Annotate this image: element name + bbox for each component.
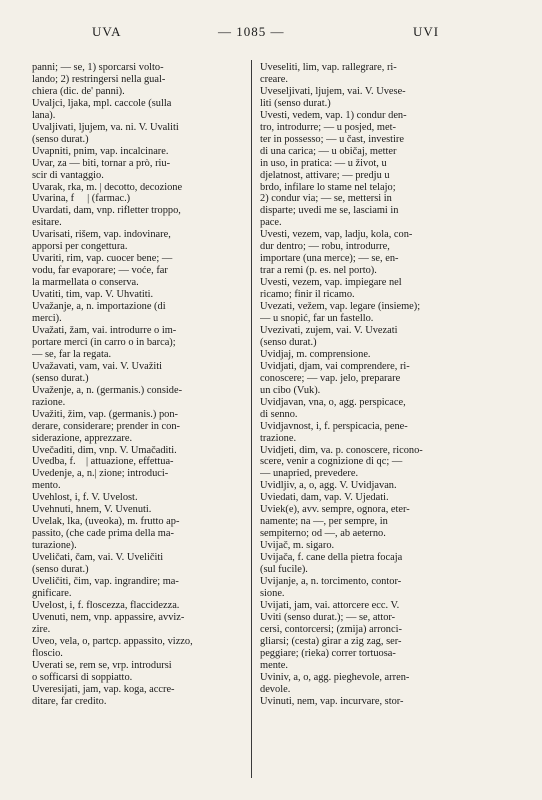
entry-line: o sofficarsi di soppiatto.: [32, 671, 133, 683]
entry-line: pace.: [260, 217, 282, 229]
entry-line: Uvehnuti, hnem, V. Uvenuti.: [32, 504, 152, 516]
entry-line: Uvažanje, a, n. importazione (di: [32, 301, 166, 313]
entry-line: Uvapniti, pnim, vap. incalcinare.: [32, 145, 169, 157]
entry-line: Uvedba, f. | attuazione, effettua-: [32, 456, 174, 468]
entry-line: scere, venir a cognizione di qc; —: [260, 456, 403, 468]
entry-line: Uvidjavan, vna, o, agg. perspicace,: [260, 396, 406, 408]
entry-line: liti (senso durat.): [260, 97, 331, 109]
entry-line: ter in possesso; — u čast, investire: [260, 133, 405, 145]
entry-line: Uvelak, lka, (uveoka), m. frutto ap-: [32, 516, 180, 528]
entry-line: Uveseliti, lim, vap. rallegrare, ri-: [260, 62, 397, 73]
entry-line: lana).: [32, 109, 56, 121]
entry-line: Uvidjavnost, i, f. perspicacia, pene-: [260, 420, 408, 432]
entry-line: zire.: [32, 623, 51, 635]
entry-line: Uvaljivati, ljujem, va. ni. V. Uvaliti: [32, 121, 179, 133]
entry-line: Uvesti, vedem, vap. 1) condur den-: [260, 109, 407, 121]
entry-line: Uviedati, dam, vap. V. Ujedati.: [260, 492, 389, 504]
entry-line: Uvatiti, tim, vap. V. Uhvatiti.: [32, 289, 154, 301]
entry-line: Uvarina, f | (farmac.): [32, 193, 131, 205]
entry-line: portare merci (in carro o in barca);: [32, 336, 176, 348]
entry-line: merci).: [32, 313, 62, 325]
entry-line: namente; na —, per sempre, in: [260, 516, 388, 528]
entry-line: Uvinuti, nem, vap. incurvare, stor-: [260, 695, 404, 707]
entry-line: Uvijač, m. sigaro.: [260, 540, 335, 552]
entry-line: Uveseljivati, ljujem, vai. V. Uvese-: [260, 85, 406, 97]
left-column: [32, 62, 260, 707]
entry-line: lando; 2) restringersi nella gual-: [32, 73, 166, 85]
entry-line: trar a remi (p. es. nel porto).: [260, 265, 377, 277]
entry-line: Uvažati, žam, vai. introdurre o im-: [32, 324, 177, 336]
entry-line: Uvidjeti, dim, va. p. conoscere, ricono-: [260, 444, 423, 456]
entry-line: sione.: [260, 587, 285, 599]
entry-line: Uvariti, rim, vap. cuocer bene; —: [32, 253, 173, 265]
entry-line: 2) condur via; — se, mettersi in: [260, 193, 392, 205]
entry-line: Uveresijati, jam, vap. koga, accre-: [32, 683, 175, 695]
entry-line: turazione).: [32, 540, 77, 552]
entry-line: creare.: [260, 73, 288, 85]
entry-line: panni; — se, 1) sporcarsi volto-: [32, 62, 164, 73]
entry-line: Uvijati, jam, vai. attorcere ecc. V.: [260, 599, 400, 611]
entry-line: Uvijanje, a, n. torcimento, contor-: [260, 575, 402, 587]
entry-line: Uvezivati, zujem, vai. V. Uvezati: [260, 324, 398, 336]
entry-line: mente.: [260, 659, 288, 671]
entry-line: razione.: [32, 396, 66, 408]
entry-line: (senso durat.): [260, 336, 317, 348]
entry-line: vodu, far evaporare; — voće, far: [32, 265, 168, 277]
entry-line: djelatnost, attivare; — predju u: [260, 169, 390, 181]
entry-line: Uveo, vela, o, partcp. appassito, vizzo,: [32, 635, 193, 647]
entry-line: in uso, in pratica: — u život, u: [260, 157, 387, 169]
entry-line: Uvarisati, rišem, vap. indovinare,: [32, 229, 171, 241]
entry-line: la marmellata o conserva.: [32, 277, 139, 289]
entry-line: (senso durat.): [32, 372, 89, 384]
entry-line: Uvečaditi, dim, vnp. V. Umačaditi.: [32, 444, 177, 456]
entry-line: ricamo; finir il ricamo.: [260, 289, 355, 301]
entry-line: gliarsi; (cesta) girar a zig zag, ser-: [260, 635, 402, 647]
entry-line: disparte; uvedi me se, lasciami in: [260, 205, 399, 217]
entry-line: ditare, far credito.: [32, 695, 107, 707]
entry-line: importare (una merce); — se, en-: [260, 253, 399, 265]
entry-line: Uvezati, vežem, vap. legare (insieme);: [260, 301, 421, 313]
page-header: [0, 24, 542, 48]
entry-line: tro, introdurre; — u posjed, met-: [260, 121, 396, 133]
entry-line: di senno.: [260, 408, 298, 420]
entry-line: (senso durat.): [32, 133, 89, 145]
entry-line: chiera (dic. de' panni).: [32, 85, 125, 97]
page-number: — 1085 —: [218, 24, 285, 39]
entry-line: Uvažiti, žim, vap. (germanis.) pon-: [32, 408, 179, 420]
entry-line: devole.: [260, 683, 291, 695]
entry-line: (senso durat.): [32, 564, 89, 576]
entry-line: Uvidljiv, a, o, agg. V. Uvidjavan.: [260, 480, 397, 492]
entry-line: Uveličiti, čim, vap. ingrandire; ma-: [32, 575, 179, 587]
entry-line: Uverati se, rem se, vrp. introdursi: [32, 659, 172, 671]
entry-line: — u snopić, far un fastello.: [260, 313, 374, 325]
entry-line: Uvesti, vezem, vap. impiegare nel: [260, 277, 402, 289]
entry-line: Uvažavati, vam, vai. V. Uvažiti: [32, 360, 163, 372]
entry-line: derare, considerare; prender in con-: [32, 420, 180, 432]
entry-line: cersi, contorcersi; (zmija) arronci-: [260, 623, 402, 635]
entry-line: un cibo (Vuk).: [260, 384, 321, 396]
entry-line: Uvehlost, i, f. V. Uvelost.: [32, 492, 138, 504]
entry-line: esitare.: [32, 217, 62, 229]
entry-line: floscio.: [32, 647, 63, 659]
right-column: [260, 62, 488, 707]
entry-line: passito, (che cade prima della ma-: [32, 528, 174, 540]
header-right-guideword: UVI: [413, 24, 440, 39]
entry-line: Uviniv, a, o, agg. pieghevole, arren-: [260, 671, 410, 683]
entry-line: Uvesti, vezem, vap, ladju, kola, con-: [260, 229, 413, 241]
entry-line: Uvenuti, nem, vnp. appassire, avviz-: [32, 611, 185, 623]
entry-line: Uvedenje, a, n.| zione; introduci-: [32, 468, 169, 480]
entry-line: (sul fucile).: [260, 564, 308, 576]
entry-line: Uvidjati, djam, vai comprendere, ri-: [260, 360, 410, 372]
entry-line: dur dentro; — robu, introdurre,: [260, 241, 390, 253]
entry-line: peggiare; (rieka) correr tortuosa-: [260, 647, 396, 659]
entry-line: Uvar, za — biti, tornar a prò, riu-: [32, 157, 171, 169]
entry-line: siderazione, apprezzare.: [32, 432, 133, 444]
entry-line: — unapried, prevedere.: [260, 468, 359, 480]
entry-line: sempiterno; od —, ab aeterno.: [260, 528, 386, 540]
entry-line: Uvelost, i, f. floscezza, flaccidezza.: [32, 599, 180, 611]
entry-line: Uviek(e), avv. sempre, ognora, eter-: [260, 504, 410, 516]
entry-line: brdo, infilare lo stame nel telajo;: [260, 181, 396, 193]
entry-line: apporsi per congettura.: [32, 241, 128, 253]
entry-line: Uveličati, čam, vai. V. Uveličiti: [32, 552, 164, 564]
entry-line: scir di vantaggio.: [32, 169, 104, 181]
entry-line: di una carica; — u običaj, metter: [260, 145, 397, 157]
entry-line: trazione.: [260, 432, 297, 444]
header-left-guideword: UVA: [92, 24, 122, 39]
entry-line: Uvijača, f. cane della pietra focaja: [260, 552, 403, 564]
entry-line: Uvardati, dam, vnp. rifletter troppo,: [32, 205, 181, 217]
entry-line: — se, far la regata.: [32, 348, 112, 360]
entry-line: gnificare.: [32, 587, 72, 599]
entry-line: Uvidjaj, m. comprensione.: [260, 348, 371, 360]
entry-line: Uvarak, rka, m. | decotto, decozione: [32, 181, 183, 193]
entry-line: mento.: [32, 480, 61, 492]
entry-line: Uviti (senso durat.); — se, attor-: [260, 611, 396, 623]
entry-line: Uvaženje, a, n. (germanis.) conside-: [32, 384, 183, 396]
entry-line: conoscere; — vap. jelo, preparare: [260, 372, 401, 384]
entry-line: Uvaljci, ljaka, mpl. caccole (sulla: [32, 97, 172, 109]
